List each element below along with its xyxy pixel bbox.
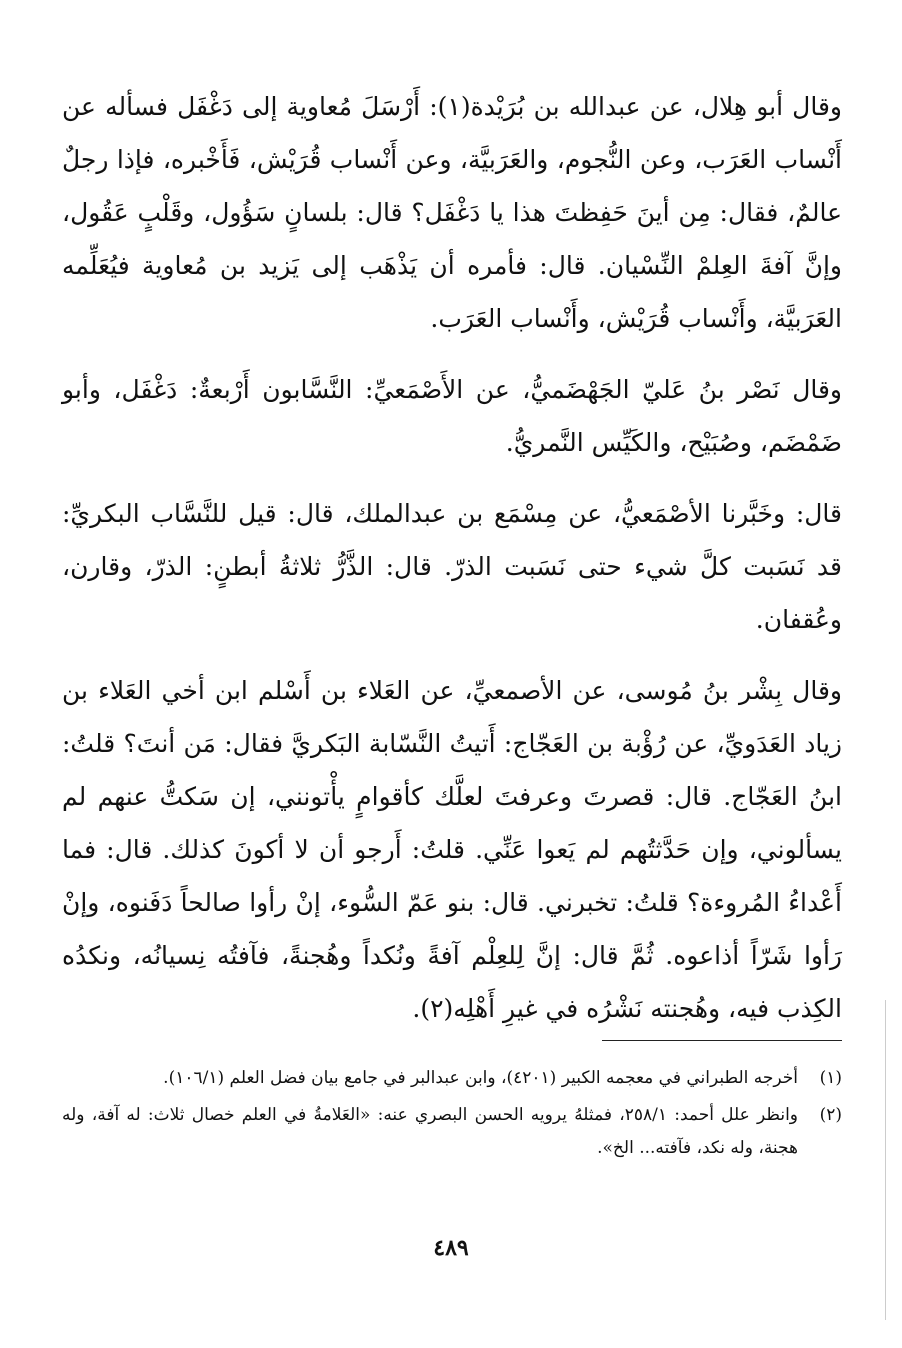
paragraph: وقال بِشْر بنُ مُوسى، عن الأصمعيِّ، عن العَلاء بن أَسْلم ابن أخي العَلاء بن زياد العَدَويِّ، عن رُؤْبة بن العَجّاج: أَتيتُ النَّسّابة البَكريَّ فقال: مَن أنتَ؟ قلتُ: ابنُ العَجّاج. قال: قصرتَ وعرفتَ لعلَّك كأقوامٍ يأْتونني، إن سَكتُّ عنهم لم يسألوني، وإن حَدَّثتُهم لم يَعوا عَنِّي. قلتُ: أَرجو أن لا أكونَ كذلك. قال: فما أَعْداءُ المُروءة؟ قلتُ: تخبرني. قال: بنو عَمّ السُّوء، إنْ رأوا صالحاً دَفَنوه، وإنْ رَأوا شَرّاً أذاعوه. ثُمَّ قال: إنَّ لِلعِلْم آفةً ونُكداً وهُجنةً، فآفتُه نِسيانُه، ونكدُه الكِذب فيه، وهُجنته نَشْرُه في غيرِ أَهْلِه(٢). xyxy=(62,676,842,1023)
scan-margin-line xyxy=(885,1000,886,1320)
footnote xyxy=(62,1062,842,1095)
footnote xyxy=(62,1099,842,1165)
page-number: ٤٨٩ xyxy=(433,1235,469,1261)
main-text xyxy=(62,80,842,1053)
paragraph: قال: وخَبَّرنا الأصْمَعيُّ، عن مِسْمَع بن عبدالملك، قال: قيل للنَّسَّاب البكريِّ: قد نَسَبت كلَّ شيء حتى نَسَبت الذرّ. قال: الذَّرُّ ثلاثةُ أبطنٍ: الذرّ، وقارن، وعُقفان. xyxy=(62,499,842,634)
footnote-separator xyxy=(602,1040,842,1041)
footnote-text: وانظر علل أحمد: ٢٥٨/١، فمثلهُ يرويه الحسن البصري عنه: «العَلامةُ في العلم خصال ثلاث: له آفة، وله هجنة، وله نكد، فآفته... الخ». xyxy=(62,1105,799,1158)
footnote-number: (١) xyxy=(819,1068,842,1088)
paragraph: وقال أبو هِلال، عن عبدالله بن بُرَيْدة(١): أَرْسَلَ مُعاوية إلى دَغْفَل فسأله عن أَنْساب العَرَب، وعن النُّجوم، والعَرَبيَّة، وعن أَنْساب قُرَيْش، فَأَخْبره، فإذا رجلٌ عالمٌ، فقال: مِن أينَ حَفِظتَ هذا يا دَغْفَل؟ قال: بلسانٍ سَؤُول، وقَلْبٍ عَقُول، وإنَّ آفةَ العِلمْ النِّسْيان. قال: فأمره أن يَذْهَب إلى يَزيد بن مُعاوية فيُعَلِّمه العَرَبيَّة، وأَنْساب قُرَيْش، وأَنْساب العَرَب. xyxy=(62,92,842,333)
footnote-text: أخرجه الطبراني في معجمه الكبير (٤٢٠١)، وابن عبدالبر في جامع بيان فضل العلم (١٠٦/١). xyxy=(163,1068,798,1088)
footnote-number: (٢) xyxy=(819,1105,842,1125)
footnotes xyxy=(62,1062,842,1169)
paragraph: وقال نَصْر بنُ عَليّ الجَهْضَميُّ، عن الأَصْمَعيِّ: النَّسَّابون أَرْبعةٌ: دَغْفَل، وأبو ضَمْضَم، وصُبَيْح، والكَيِّس النَّمريُّ. xyxy=(62,375,842,457)
